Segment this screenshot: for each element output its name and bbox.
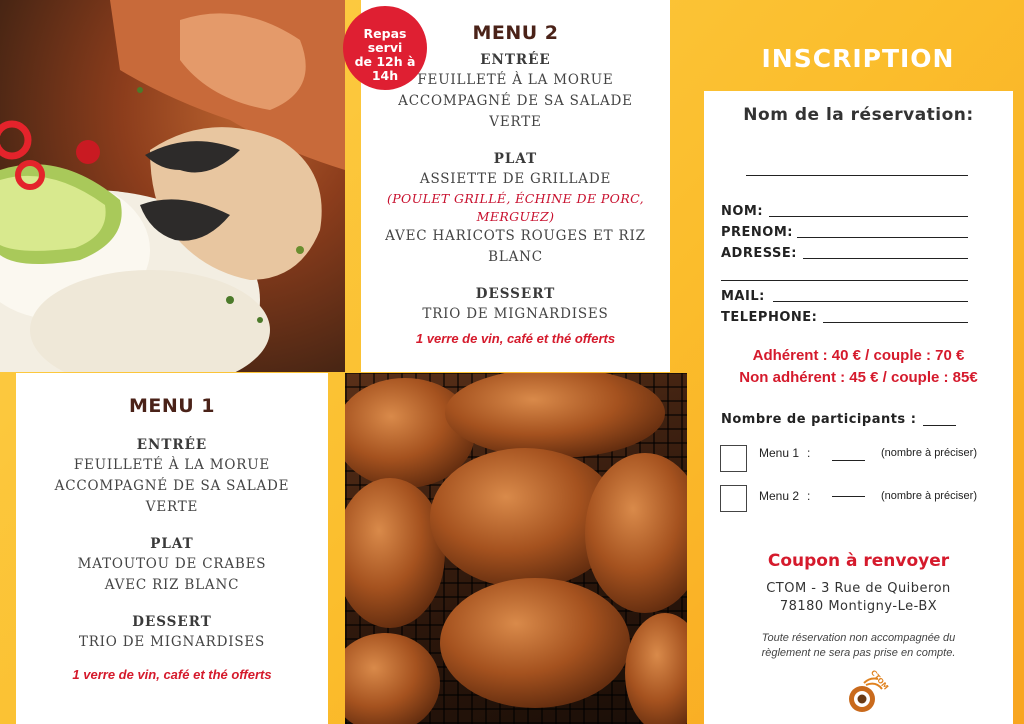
mail-label: MAIL: (721, 289, 765, 304)
menu1-entree-line: FEUILLETÉ À LA MORUE (73, 457, 271, 473)
menu2-plat-text (361, 226, 670, 268)
option-menu2-colon: : (807, 489, 811, 503)
option-menu2-label: Menu 2 (759, 489, 800, 503)
price-member: Adhérent : 40 € / couple : 70 € (752, 347, 965, 364)
menu2-entree-line: ACCOMPAGNÉ DE SA SALADE (398, 93, 633, 109)
coupon-title: Coupon à renvoyer (767, 551, 950, 571)
menu1-entree-heading: ENTRÉE (136, 437, 208, 453)
menu1-card (16, 373, 328, 724)
menu2-plat-note-line: MERGUEZ) (476, 209, 555, 224)
menu1-dessert-line: TRIO DE MIGNARDISES (78, 634, 266, 650)
seafood-plate-illustration (0, 0, 345, 372)
menu1-title: MENU 1 (128, 395, 216, 417)
mail-field[interactable] (773, 301, 968, 302)
menu1-entree-line: ACCOMPAGNÉ DE SA SALADE (54, 478, 290, 494)
inscription-title: INSCRIPTION (761, 44, 955, 73)
menu2-title: MENU 2 (472, 22, 559, 44)
telephone-label: TELEPHONE: (721, 310, 818, 325)
prenom-label: PRENOM: (721, 225, 793, 240)
menu2-plat-line: ASSIETTE DE GRILLADE (419, 171, 612, 187)
menu2-entree-line: VERTE (489, 114, 542, 130)
menu1-entree-line: VERTE (145, 499, 199, 515)
menu1-count-field[interactable] (832, 460, 865, 461)
nom-label: NOM: (721, 204, 764, 219)
menu1-offer: 1 verre de vin, café et thé offerts (72, 667, 272, 682)
adresse-label: ADRESSE: (721, 246, 797, 261)
option-menu2-hint: (nombre à préciser) (881, 490, 977, 502)
address-line1: CTOM - 3 Rue de Quiberon (766, 581, 951, 596)
price-nonmember: Non adhérent : 45 € / couple : 85€ (739, 369, 978, 386)
option-menu1-label: Menu 1 (759, 446, 800, 460)
menu2-entree-line: FEUILLETÉ À LA MORUE (417, 72, 614, 88)
menu2-dessert-heading: DESSERT (475, 286, 556, 302)
reservation-name-field[interactable] (746, 175, 968, 176)
menu2-plat-line: BLANC (488, 249, 543, 265)
nom-field[interactable] (769, 216, 968, 217)
menu2-checkbox[interactable] (720, 485, 747, 512)
ctom-logo-text: CTOM (869, 668, 890, 692)
menu1-checkbox[interactable] (720, 445, 747, 472)
adresse-field-line2[interactable] (721, 280, 968, 281)
menu2-plat-heading: PLAT (493, 151, 538, 167)
menu2-entree-heading: ENTRÉE (480, 52, 551, 68)
menu2-dessert-line: TRIO DE MIGNARDISES (422, 306, 609, 322)
address-line2: 78180 Montigny-Le-BX (779, 599, 938, 614)
adresse-field[interactable] (803, 258, 968, 259)
menu2-offer: 1 verre de vin, café et thé offerts (415, 331, 616, 346)
badge-line: servi (367, 40, 403, 55)
menu1-plat-text (16, 554, 328, 596)
participants-label: Nombre de participants : (721, 412, 917, 427)
badge-line: de 12h à (354, 54, 416, 69)
menu1-dessert-heading: DESSERT (132, 614, 212, 630)
menu2-count-field[interactable] (832, 496, 865, 497)
ctom-logo (844, 668, 890, 717)
menu1-plat-line: MATOUTOU DE CRABES (77, 556, 267, 572)
menu1-plat-line: AVEC RIZ BLANC (104, 577, 240, 593)
disclaimer-line2: règlement ne sera pas prise en compte. (761, 647, 956, 659)
menu2-plat-note-line: (POULET GRILLÉ, ÉCHINE DE PORC, (386, 191, 645, 206)
participants-field[interactable] (923, 425, 956, 426)
telephone-field[interactable] (823, 322, 968, 323)
menu1-plat-heading: PLAT (150, 536, 194, 552)
disclaimer-line1: Toute réservation non accompagnée du (761, 632, 956, 644)
option-menu1-hint: (nombre à préciser) (881, 447, 977, 459)
prenom-field[interactable] (797, 237, 968, 238)
menu1-entree-text (16, 455, 328, 518)
grilled-chicken-photo (345, 373, 687, 724)
seafood-plate-photo (0, 0, 345, 372)
badge-line: Repas (363, 26, 407, 41)
menu2-plat-line: AVEC HARICOTS ROUGES ET RIZ (385, 228, 646, 244)
badge-line: 14h (371, 68, 399, 83)
inscription-form (704, 91, 1013, 724)
option-menu1-colon: : (807, 446, 811, 460)
grilled-chicken-illustration (345, 373, 687, 724)
menu2-plat-note (361, 190, 670, 226)
service-hours-badge (343, 6, 427, 90)
reservation-name-label: Nom de la réservation: (743, 105, 974, 125)
